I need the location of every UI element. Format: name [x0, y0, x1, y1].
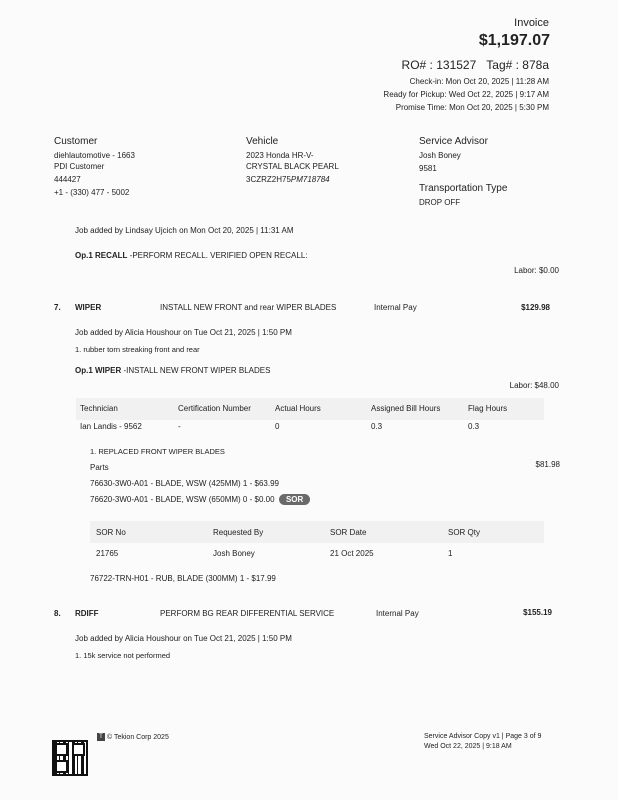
sor-col-number: SOR No	[96, 528, 126, 537]
sor-col-date: SOR Date	[330, 528, 367, 537]
invoice-total: $1,197.07	[478, 32, 550, 49]
sor-badge: SOR	[279, 494, 310, 505]
footer-copy-info: Service Advisor Copy v1 | Page 3 of 9	[424, 733, 542, 740]
job7-added: Job added by Alicia Houshour on Tue Oct 21, 2025 | 1:50 PM	[75, 328, 292, 337]
tech-col-technician: Technician	[80, 404, 118, 413]
tag-number: Tag# : 878a	[486, 58, 549, 72]
job7-labor: Labor: $48.00	[509, 381, 559, 390]
job8-description: PERFORM BG REAR DIFFERENTIAL SERVICE	[160, 609, 335, 618]
job7-correction: 1. REPLACED FRONT WIPER BLADES	[90, 447, 225, 456]
invoice-title: Invoice	[514, 17, 549, 29]
tech-row-flag-hours: 0.3	[468, 422, 480, 431]
check-in-time: Check-in: Mon Oct 20, 2025 | 11:28 AM	[409, 77, 549, 86]
advisor-number: 9581	[419, 164, 437, 173]
tech-col-actual-hours: Actual Hours	[275, 404, 321, 413]
tekion-logo-icon: T	[97, 733, 105, 741]
promise-time: Promise Time: Mon Oct 20, 2025 | 5:30 PM	[395, 103, 549, 112]
recall-labor: Labor: $0.00	[514, 266, 559, 275]
job7-amount: $129.98	[521, 303, 550, 312]
tech-row-assigned-hours: 0.3	[371, 422, 383, 431]
tech-col-assigned-hours: Assigned Bill Hours	[371, 404, 441, 413]
customer-id: 444427	[54, 175, 81, 184]
tech-col-certification: Certification Number	[178, 404, 251, 413]
job7-op-label: Op.1 WIPER	[75, 366, 122, 375]
ro-tag-line	[329, 58, 549, 72]
advisor-name: Josh Boney	[419, 151, 461, 160]
tech-row-actual-hours: 0	[275, 422, 280, 431]
vin-suffix: PM718784	[290, 175, 330, 184]
footer-copyright: © Tekion Corp 2025	[107, 733, 169, 741]
transport-heading: Transportation Type	[419, 183, 508, 194]
job7-op-text: -INSTALL NEW FRONT WIPER BLADES	[121, 366, 271, 375]
job7-concern: 1. rubber torn streaking front and rear	[75, 345, 200, 354]
sor-row-date: 21 Oct 2025	[330, 549, 374, 558]
ro-number: RO# : 131527	[401, 58, 477, 72]
part-line-2-text: 76620-3W0-A01 - BLADE, WSW (650MM) 0 - $0.00	[90, 495, 275, 504]
footer-printed-time: Wed Oct 22, 2025 | 9:18 AM	[424, 743, 512, 750]
parts-label: Parts	[90, 463, 109, 472]
parts-total: $81.98	[535, 460, 560, 469]
part-line-3: 76722-TRN-H01 - RUB, BLADE (300MM) 1 - $17.99	[90, 574, 276, 583]
sor-col-qty: SOR Qty	[448, 528, 481, 537]
job7-pay-type: Internal Pay	[374, 303, 417, 312]
sor-row-requested-by: Josh Boney	[213, 549, 255, 558]
tech-row-certification: -	[178, 422, 181, 431]
vehicle-model: 2023 Honda HR-V-	[246, 151, 314, 160]
customer-heading: Customer	[54, 136, 98, 147]
job8-added: Job added by Alicia Houshour on Tue Oct 21, 2025 | 1:50 PM	[75, 634, 292, 643]
vehicle-vin	[246, 175, 330, 184]
job7-number: 7.	[54, 303, 61, 312]
tech-col-flag-hours: Flag Hours	[468, 404, 508, 413]
vehicle-heading: Vehicle	[246, 136, 279, 147]
job7-code: WIPER	[75, 303, 102, 312]
customer-type: PDI Customer	[54, 162, 105, 171]
job7-description: INSTALL NEW FRONT and rear WIPER BLADES	[160, 303, 337, 312]
recall-op-label: Op.1 RECALL	[75, 251, 128, 260]
sor-row-number: 21765	[96, 549, 119, 558]
recall-operation	[75, 251, 308, 260]
job8-number: 8.	[54, 609, 61, 618]
job8-pay-type: Internal Pay	[376, 609, 419, 618]
customer-name: diehlautomotive - 1663	[54, 151, 135, 160]
recall-job-added: Job added by Lindsay Ujcich on Mon Oct 20, 2025 | 11:31 AM	[75, 226, 294, 235]
customer-phone: +1 - (330) 477 - 5002	[54, 188, 130, 197]
part-line-2	[90, 494, 310, 505]
sor-col-requested-by: Requested By	[213, 528, 264, 537]
transport-value: DROP OFF	[419, 198, 461, 207]
tech-row-technician: Ian Landis - 9562	[80, 422, 142, 431]
recall-op-text: -PERFORM RECALL. VERIFIED OPEN RECALL:	[127, 251, 308, 260]
sor-row-qty: 1	[448, 549, 453, 558]
part-line-1: 76630-3W0-A01 - BLADE, WSW (425MM) 1 - $63.99	[90, 479, 279, 488]
job8-concern: 1. 15k service not performed	[75, 651, 171, 660]
job7-operation	[75, 366, 270, 375]
job8-amount: $155.19	[523, 608, 552, 617]
vin-prefix: 3CZRZ2H75	[246, 175, 291, 184]
qr-code	[52, 740, 88, 776]
footer-copyright-line	[97, 733, 169, 741]
vehicle-color: CRYSTAL BLACK PEARL	[246, 162, 339, 171]
advisor-heading: Service Advisor	[419, 136, 488, 147]
job8-code: RDIFF	[75, 609, 99, 618]
ready-pickup-time: Ready for Pickup: Wed Oct 22, 2025 | 9:17 AM	[383, 90, 549, 99]
